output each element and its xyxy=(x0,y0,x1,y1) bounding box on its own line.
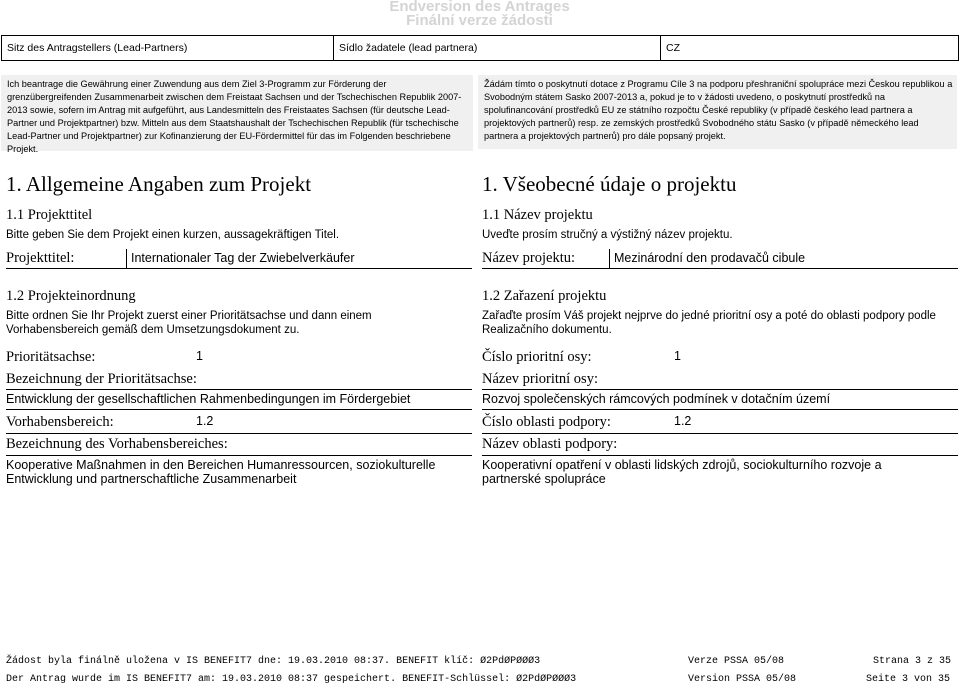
action-area-name-top-line-cz xyxy=(482,455,958,456)
action-area-name-top-line-de xyxy=(6,455,472,456)
title-field-underline-de xyxy=(6,268,472,269)
intro-declaration-de: Ich beantrage die Gewährung einer Zuwendung aus dem Ziel 3-Programm zur Förderung der grenzübergreifenden Zusammenarbeit zwischen dem Freistaat Sachsen und der Tschechischen Republik 2007-2013 sowie, sofern im Antrag mit aufgeführt, aus Landesmitteln des Freistaates Sachsen (für deutsche Lead-Partner und Projektpartner) bzw. Mitteln aus dem Staatshaushalt der Tschechischen Republik (für tschechische Lead-Partner und Projektpartner) zur Kofinanzierung der EU-Fördermittel für das im Folgenden beschriebene Projekt. xyxy=(1,75,473,151)
action-area-label-de: Vorhabensbereich: xyxy=(6,414,114,430)
priority-name-bottom-line-de xyxy=(6,409,472,410)
project-title-label-de: Projekttitel: xyxy=(6,250,75,266)
subsection-title-cz: 1.1 Název projektu xyxy=(482,207,593,223)
action-area-name-label-de: Bezeichnung des Vorhabensbereiches: xyxy=(6,436,228,452)
action-area-underline-de xyxy=(6,433,472,434)
action-area-label-cz: Číslo oblasti podpory: xyxy=(482,414,611,430)
section-title-de: 1. Allgemeine Angaben zum Projekt xyxy=(6,172,312,196)
priority-axis-label-de: Prioritätsachse: xyxy=(6,349,96,365)
title-hint-cz: Uveďte prosím stručný a výstižný název projektu. xyxy=(482,229,733,241)
priority-axis-name-value-de: Entwicklung der gesellschaftlichen Rahmenbedingungen im Fördergebiet xyxy=(6,392,411,406)
priority-axis-value-de: 1 xyxy=(196,349,203,363)
section-title-cz: 1. Všeobecné údaje o projektu xyxy=(482,172,737,196)
classification-title-cz: 1.2 Zařazení projektu xyxy=(482,288,607,304)
applicant-seat-header xyxy=(1,35,959,61)
action-area-name-value-de: Kooperative Maßnahmen in den Bereichen Humanressourcen, soziokulturelle Entwicklung und partnerschaftliche Zusammenarbeit xyxy=(6,458,436,486)
title-hint-de: Bitte geben Sie dem Projekt einen kurzen, aussagekräftigen Titel. xyxy=(6,229,340,241)
priority-axis-name-label-cz: Název prioritní osy: xyxy=(482,371,598,387)
priority-name-bottom-line-cz xyxy=(482,409,958,410)
applicant-seat-label-de: Sitz des Antragstellers (Lead-Partners) xyxy=(2,36,334,60)
priority-name-top-line-cz xyxy=(482,389,958,390)
footer-saved-note-de: Der Antrag wurde im IS BENEFIT7 am: 19.03.2010 08:37 gespeichert. BENEFIT-Schlüssel: Ø2PdØPØØØ3 xyxy=(6,674,577,685)
priority-axis-name-label-de: Bezeichnung der Prioritätsachse: xyxy=(6,371,197,387)
title-field-underline-cz xyxy=(482,268,958,269)
project-title-label-cz: Název projektu: xyxy=(482,250,576,266)
footer-saved-note-cz: Žádost byla finálně uložena v IS BENEFIT7 dne: 19.03.2010 08:37. BENEFIT klíč: Ø2PdØPØØØ3 xyxy=(6,656,541,667)
project-title-value-de: Internationaler Tag der Zwiebelverkäufer xyxy=(131,251,355,265)
footer-version-de: Version PSSA 05/08 xyxy=(688,674,797,685)
action-area-name-value-cz: Kooperativní opatření v oblasti lidských zdrojů, sociokulturního rozvoje a partnerské spolupráce xyxy=(482,458,882,486)
applicant-country-value: CZ xyxy=(666,42,680,54)
priority-axis-label-cz: Číslo prioritní osy: xyxy=(482,349,592,365)
action-area-value-cz: 1.2 xyxy=(674,414,692,428)
subsection-title-de: 1.1 Projekttitel xyxy=(6,207,93,223)
applicant-seat-label-cz: Sídlo žadatele (lead partnera) xyxy=(334,36,661,60)
action-area-value-de: 1.2 xyxy=(196,414,214,428)
footer-version-cz: Verze PSSA 05/08 xyxy=(688,656,785,667)
classification-hint-cz: Zařaďte prosím Váš projekt nejprve do jedné prioritní osy a poté do oblasti podpory podle Realizačního dokumentu. xyxy=(482,310,936,336)
priority-name-top-line-de xyxy=(6,389,472,390)
action-area-name-label-cz: Název oblasti podpory: xyxy=(482,436,618,452)
watermark-final-version-de: Endversion des Antrages xyxy=(389,0,570,15)
priority-axis-name-value-cz: Rozvoj společenských rámcových podmínek v dotačním území xyxy=(482,392,831,406)
intro-declaration-cz: Žádám tímto o poskytnutí dotace z Programu Cíle 3 na podporu přeshraniční spolupráce mezi Českou republikou a Svobodným státem Sasko 2007-2013 a, pokud je to v žádosti uvedeno, o poskytnutí prostředků na spolufinancování prostředků EU ze státního rozpočtu České republiky (v případě českého lead partnera a projektových partnerů) resp. ze zemských prostředků Svobodného státu Sasko (v případě německého lead partnera a projektových partnerů) pro dále popsaný projekt. xyxy=(478,75,957,149)
classification-title-de: 1.2 Projekteinordnung xyxy=(6,288,136,304)
action-area-underline-cz xyxy=(482,433,958,434)
priority-axis-value-cz: 1 xyxy=(674,349,681,363)
footer-page-number-de: Seite 3 von 35 xyxy=(866,674,951,685)
classification-hint-de: Bitte ordnen Sie Ihr Projekt zuerst einer Prioritätsachse und dann einem Vorhabensbereich gemäß dem Umsetzungsdokument zu. xyxy=(6,310,372,336)
title-field-divider-de xyxy=(126,249,127,268)
title-field-divider-cz xyxy=(609,249,610,268)
watermark-final-version-cz: Finální verze žádosti xyxy=(406,12,553,29)
project-title-value-cz: Mezinárodní den prodavačů cibule xyxy=(614,251,806,265)
footer-page-number-cz: Strana 3 z 35 xyxy=(873,656,952,667)
